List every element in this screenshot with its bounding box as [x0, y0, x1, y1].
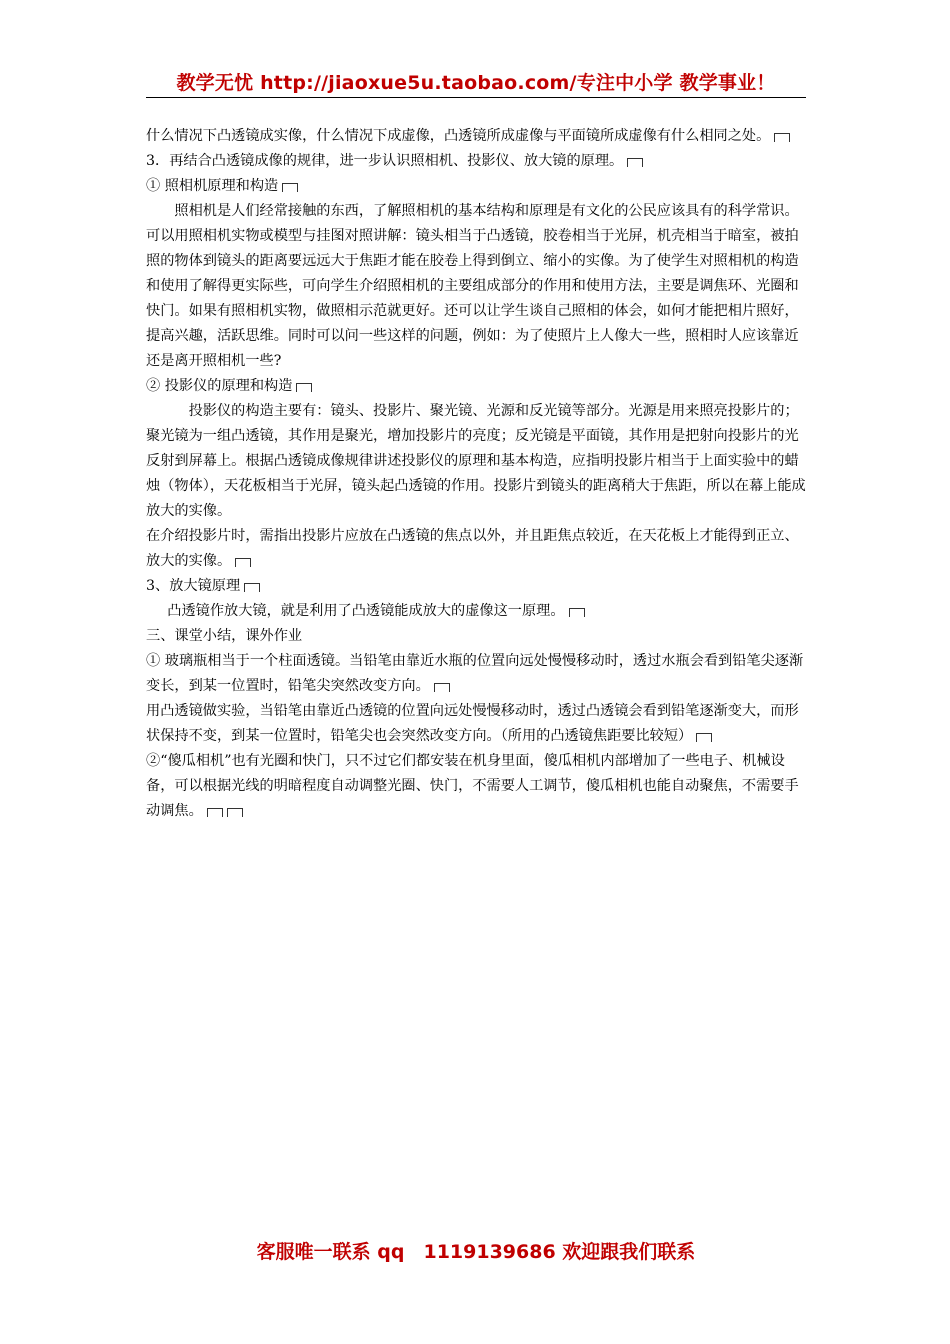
paragraph-projector-note [146, 524, 810, 574]
page-footer: 客服唯一联系 qq 1119139686 欢迎跟我们联系 [256, 1241, 696, 1263]
paragraph-projector: 投影仪的构造主要有：镜头、投影片、聚光镜、光源和反光镜等部分。光源是用来照亮投影片的；聚光镜为一组凸透镜，其作用是聚光，增加投影片的亮度；反光镜是平面镜，其作用是把射向投影片的光反射到屏幕上。根据凸透镜成像规律讲述投影仪的原理和基本构造，应指明投影片相当于上面实验中的蜡烛（物体），天花板相当于光屏，镜头起凸透镜的作用。投影片到镜头的距离稍大于焦距，所以在幕上能成放大的实像。 [146, 403, 806, 519]
header-divider [146, 97, 806, 98]
paragraph-text: 在介绍投影片时，需指出投影片应放在凸透镜的焦点以外，并且距焦点较近，在天花板上才能得到正立、放大的实像。 [146, 528, 799, 569]
paragraph-text: 3．再结合凸透镜成像的规律，进一步认识照相机、投影仪、放大镜的原理。 [146, 153, 624, 169]
page-header: 教学无忧 http://jiaoxue5u.taobao.com/专注中小学 教学事业！ [176, 72, 776, 94]
heading-camera [146, 174, 810, 199]
paragraph-magnifier [146, 599, 810, 624]
paragraph-text: 用凸透镜做实验，当铅笔由靠近凸透镜的位置向远处慢慢移动时，透过凸透镜会看到铅笔逐渐变大，而形状保持不变，到某一位置时，铅笔尖也会突然改变方向。（所用的凸透镜焦距要比较短） [146, 703, 799, 744]
heading-text: 3、放大镜原理 [146, 578, 241, 594]
paragraph-mark-icon [235, 558, 251, 567]
paragraph-mark-icon [569, 608, 585, 617]
paragraph-step-3 [146, 149, 810, 174]
paragraph-mark-icon [296, 383, 312, 392]
paragraph-mark-icon [207, 808, 223, 817]
paragraph-text: 什么情况下凸透镜成实像，什么情况下成虚像，凸透镜所成虚像与平面镜所成虚像有什么相同之处。 [146, 128, 771, 144]
paragraph-text: 凸透镜作放大镜，就是利用了凸透镜能成放大的虚像这一原理。 [167, 603, 565, 619]
heading-text: ① 照相机原理和构造 [146, 178, 279, 194]
paragraph-mark-icon [227, 808, 243, 817]
paragraph-lens-experiment [146, 699, 810, 749]
paragraph-text: ① 玻璃瓶相当于一个柱面透镜。当铅笔由靠近水瓶的位置向远处慢慢移动时，透过水瓶会看到铅笔尖逐渐变长，到某一位置时，铅笔尖突然改变方向。 [146, 653, 804, 694]
heading-projector [146, 374, 810, 399]
paragraph-mark-icon [774, 133, 790, 142]
paragraph-bottle [146, 649, 810, 699]
paragraph-point-and-shoot [146, 749, 810, 824]
heading-summary: 三、课堂小结，课外作业 [146, 628, 303, 644]
paragraph-mark-icon [244, 583, 260, 592]
paragraph-mark-icon [696, 733, 712, 742]
paragraph-camera: 照相机是人们经常接触的东西，了解照相机的基本结构和原理是有文化的公民应该具有的科学常识。可以用照相机实物或模型与挂图对照讲解：镜头相当于凸透镜，胶卷相当于光屏，机壳相当于暗室，被拍照的物体到镜头的距离要远远大于焦距才能在胶卷上得到倒立、缩小的实像。为了使学生对照相机的构造和使用了解得更实际些，可向学生介绍照相机的主要组成部分的作用和使用方法，主要是调焦环、光圈和快门。如果有照相机实物，做照相示范就更好。还可以让学生谈自己照相的体会，如何才能把相片照好，提高兴趣，活跃思维。同时可以问一些这样的问题，例如：为了使照片上人像大一些，照相时人应该靠近还是离开照相机一些? [146, 203, 799, 369]
document-body [146, 124, 810, 824]
paragraph-mark-icon [434, 683, 450, 692]
paragraph-text: ②“傻瓜相机”也有光圈和快门，只不过它们都安装在机身里面，傻瓜相机内部增加了一些电子、机械设备，可以根据光线的明暗程度自动调整光圈、快门，不需要人工调节，傻瓜相机也能自动聚焦，不需要手动调焦。 [146, 753, 799, 819]
paragraph-mark-icon [282, 183, 298, 192]
paragraph-question [146, 124, 810, 149]
heading-magnifier [146, 574, 810, 599]
heading-text: ② 投影仪的原理和构造 [146, 378, 293, 394]
paragraph-mark-icon [627, 158, 643, 167]
